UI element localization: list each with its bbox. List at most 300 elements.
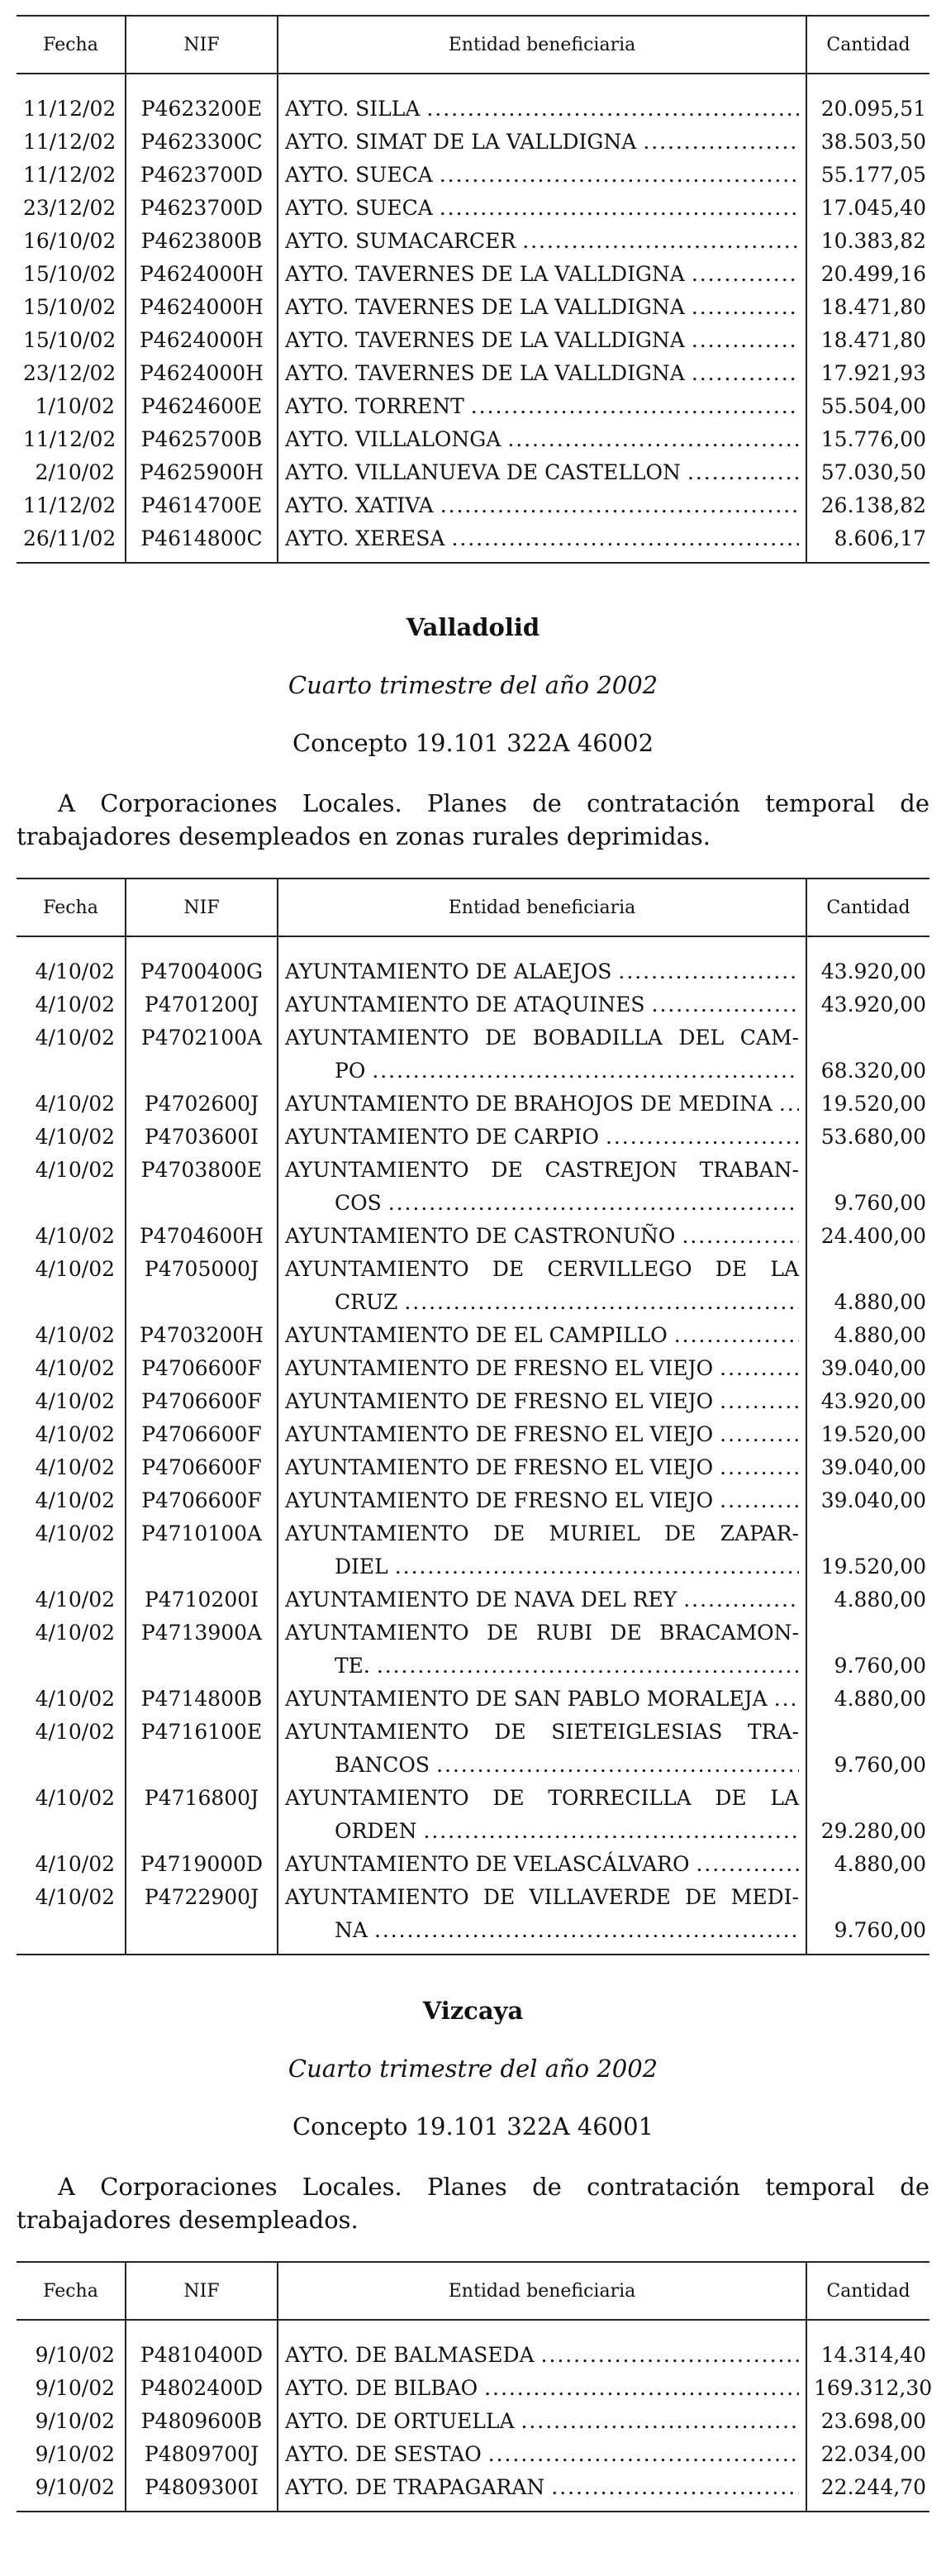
row-entidad [278,1617,806,1650]
table-row [17,1021,929,1055]
row-entidad [278,1088,806,1121]
row-cantidad: 17.921,93 [806,357,929,390]
row-nif: P4713900A [126,1617,278,1650]
row-fecha: 11/12/02 [23,493,116,517]
row-fecha: 4/10/02 [35,1356,115,1380]
entidad-name: AYTO. SIMAT DE LA VALLDIGNA [285,130,637,154]
leader-dots [372,1055,799,1088]
table-row [17,1088,929,1121]
row-fecha: 4/10/02 [35,1786,115,1810]
row-cantidad: 43.920,00 [806,1385,929,1418]
row-entidad [278,1154,806,1187]
entidad-wrap [285,324,799,357]
leader-dots [692,258,799,291]
entidad-name: AYUNTAMIENTO DE ATAQUINES [285,993,645,1017]
row-nif-empty [126,1286,278,1319]
table-row [17,1782,929,1815]
entidad-wrap [285,1121,799,1154]
row-fecha: 2/10/02 [35,460,115,484]
row-entidad [278,2372,806,2405]
row-cantidad: 53.680,00 [806,1121,929,1154]
row-entidad [278,1484,806,1517]
entidad-name-line1: AYUNTAMIENTO DE BOBADILLA DEL CAM- [285,1026,799,1050]
entidad-wrap [285,1848,799,1881]
leader-dots [674,1319,799,1352]
row-nif: P4700400G [126,955,278,988]
row-cantidad: 68.320,00 [806,1055,929,1088]
concept-heading-valladolid: Concepto 19.101 322A 46002 [292,729,654,757]
row-entidad [278,1319,806,1352]
row-fecha: 4/10/02 [35,1488,115,1512]
table-row [17,1583,929,1617]
entidad-wrap [285,988,799,1021]
header-fecha: Fecha [17,2262,126,2320]
row-entidad [278,1881,806,1914]
entidad-name-line1: AYUNTAMIENTO DE TORRECILLA DE LA [285,1786,799,1810]
row-nif: P4702100A [126,1021,278,1055]
entidad-wrap [285,1187,799,1220]
header-cantidad: Cantidad [806,16,929,74]
leader-dots [683,1583,799,1617]
row-cantidad: 23.698,00 [806,2405,929,2438]
spacer-cell [278,2320,806,2339]
row-cantidad: 43.920,00 [806,988,929,1021]
row-fecha-empty [17,1550,126,1583]
row-cantidad: 39.040,00 [806,1451,929,1484]
row-entidad [278,159,806,192]
row-cantidad: 4.880,00 [806,1583,929,1617]
entidad-name: AYTO. XERESA [285,526,445,550]
row-fecha: 11/12/02 [23,163,116,187]
table-row [17,2471,929,2512]
entidad-name: AYUNTAMIENTO DE FRESNO EL VIEJO [285,1356,714,1380]
row-cantidad: 8.606,17 [806,522,929,563]
header-entidad: Entidad beneficiaria [278,2262,806,2320]
table-row [17,2372,929,2405]
row-nif: P4704600H [126,1220,278,1253]
row-cantidad: 4.880,00 [806,1286,929,1319]
row-entidad [278,1583,806,1617]
entidad-wrap [285,1815,799,1848]
entidad-wrap [285,192,799,225]
row-entidad [278,390,806,423]
document-page [17,15,933,2512]
entidad-name: AYTO. TAVERNES DE LA VALLDIGNA [285,361,685,385]
entidad-wrap [285,1749,799,1782]
table-row [17,225,929,258]
row-cantidad: 9.760,00 [806,1650,929,1683]
spacer-cell [806,936,929,955]
row-cantidad-empty [806,1617,929,1650]
row-entidad [278,456,806,489]
row-cantidad: 19.520,00 [806,1088,929,1121]
valencia-table-body [17,74,929,563]
entidad-wrap [285,1650,799,1683]
entidad-name: AYTO. TORRENT [285,394,464,418]
table-row [17,1881,929,1914]
valencia-table [17,15,929,564]
entidad-wrap [285,1319,799,1352]
row-entidad [278,1220,806,1253]
table-row [17,1319,929,1352]
row-entidad [278,93,806,126]
leader-dots [720,1418,799,1451]
quarter-heading-vizcaya: Cuarto trimestre del año 2002 [288,2055,658,2083]
row-entidad [278,258,806,291]
row-cantidad: 18.471,80 [806,291,929,324]
row-nif: P4624600E [126,390,278,423]
row-fecha: 11/12/02 [23,427,116,451]
row-cantidad: 55.177,05 [806,159,929,192]
entidad-wrap [285,1286,799,1319]
header-nif: NIF [126,879,278,936]
row-cantidad: 10.383,82 [806,225,929,258]
row-cantidad: 20.499,16 [806,258,929,291]
table-row [17,1683,929,1716]
leader-dots [541,2339,799,2372]
entidad-wrap [285,423,799,456]
leader-dots [696,1848,799,1881]
header-nif: NIF [126,16,278,74]
leader-dots [692,291,799,324]
row-entidad [278,1782,806,1815]
row-nif: P4625700B [126,423,278,456]
row-entidad [278,955,806,988]
row-nif: P4706600F [126,1484,278,1517]
table-row [17,2438,929,2471]
entidad-wrap [285,1451,799,1484]
entidad-wrap [285,159,799,192]
entidad-wrap [285,1088,799,1121]
row-entidad-cont [278,1815,806,1848]
row-cantidad: 19.520,00 [806,1550,929,1583]
entidad-wrap [285,291,799,324]
entidad-name: AYTO. SILLA [285,97,421,121]
spacer-cell [278,936,806,955]
row-cantidad: 29.280,00 [806,1815,929,1848]
row-nif: P4623300C [126,126,278,159]
row-fecha: 23/12/02 [23,361,116,385]
leader-dots [720,1484,799,1517]
row-entidad [278,1848,806,1881]
leader-dots [436,1749,799,1782]
row-cantidad: 19.520,00 [806,1418,929,1451]
row-fecha: 15/10/02 [23,262,116,286]
entidad-wrap [285,2405,799,2438]
row-cantidad-empty [806,1154,929,1187]
entidad-name: AYUNTAMIENTO DE SAN PABLO MORALEJA [285,1687,768,1711]
leader-dots [720,1352,799,1385]
vizcaya-table-body [17,2320,933,2512]
entidad-wrap [285,2339,799,2372]
header-cantidad: Cantidad [806,879,929,936]
table-row [17,955,929,988]
leader-dots [687,456,799,489]
row-nif: P4703800E [126,1154,278,1187]
row-entidad [278,1352,806,1385]
table-row-continuation [17,1815,929,1848]
row-nif: P4809700J [126,2438,278,2471]
table-row [17,2405,929,2438]
row-fecha: 4/10/02 [35,959,115,983]
row-fecha: 9/10/02 [35,2442,115,2466]
row-entidad [278,192,806,225]
leader-dots [404,1286,799,1319]
row-nif: P4623800B [126,225,278,258]
row-entidad [278,988,806,1021]
row-nif: P4701200J [126,988,278,1021]
row-entidad [278,225,806,258]
row-fecha: 4/10/02 [35,1323,115,1347]
leader-dots [440,489,799,522]
leader-dots [720,1451,799,1484]
row-cantidad: 14.314,40 [806,2339,929,2372]
row-nif: P4702600J [126,1088,278,1121]
row-cantidad: 20.095,51 [806,93,929,126]
entidad-wrap [285,2471,799,2504]
row-nif: P4624000H [126,291,278,324]
valladolid-table [17,878,929,1955]
row-entidad [278,1021,806,1055]
row-cantidad: 15.776,00 [806,423,929,456]
table-row [17,489,929,522]
row-fecha: 4/10/02 [35,1026,115,1050]
row-fecha: 4/10/02 [35,1455,115,1479]
table-row [17,2339,929,2372]
header-cantidad: Cantidad [806,2262,929,2320]
row-entidad [278,126,806,159]
row-cantidad: 18.471,80 [806,324,929,357]
row-fecha: 4/10/02 [35,1588,115,1612]
table-row-continuation [17,1914,929,1955]
row-cantidad: 22.034,00 [806,2438,929,2471]
leader-dots [484,2372,799,2405]
row-fecha-empty [17,1286,126,1319]
entidad-wrap [285,1683,799,1716]
entidad-wrap [285,258,799,291]
entidad-name: AYUNTAMIENTO DE CASTRONUÑO [285,1224,676,1248]
entidad-name-line2: COS [335,1191,382,1215]
row-entidad [278,1683,806,1716]
row-cantidad: 24.400,00 [806,1220,929,1253]
entidad-name-line2: ORDEN [335,1819,417,1843]
table-row [17,192,929,225]
row-nif-empty [126,1815,278,1848]
table-row [17,357,929,390]
row-fecha-empty [17,1187,126,1220]
entidad-wrap [285,1352,799,1385]
table-row-continuation [17,1055,929,1088]
entidad-name: AYUNTAMIENTO DE EL CAMPILLO [285,1323,668,1347]
row-cantidad: 9.760,00 [806,1749,929,1782]
entidad-name: AYTO. TAVERNES DE LA VALLDIGNA [285,295,685,319]
table-row [17,159,929,192]
entidad-wrap [285,1550,799,1583]
row-fecha-empty [17,1914,126,1955]
row-fecha: 4/10/02 [35,1092,115,1116]
leader-dots [440,159,799,192]
leader-dots [471,390,799,423]
table-row [17,1716,929,1749]
row-nif-empty [126,1055,278,1088]
row-entidad-cont [278,1650,806,1683]
row-cantidad: 55.504,00 [806,390,929,423]
row-cantidad-empty [806,1782,929,1815]
row-fecha: 4/10/02 [35,1852,115,1876]
table-row [17,456,929,489]
header-entidad: Entidad beneficiaria [278,16,806,74]
row-nif: P4716100E [126,1716,278,1749]
row-cantidad-empty [806,1517,929,1550]
entidad-wrap [285,2372,799,2405]
row-nif-empty [126,1749,278,1782]
row-entidad [278,1121,806,1154]
row-fecha-empty [17,1650,126,1683]
entidad-name: AYUNTAMIENTO DE FRESNO EL VIEJO [285,1422,714,1446]
leader-dots [692,357,799,390]
header-entidad: Entidad beneficiaria [278,879,806,936]
row-fecha: 9/10/02 [35,2409,115,2433]
entidad-wrap [285,1583,799,1617]
entidad-wrap [285,1385,799,1418]
header-fecha: Fecha [17,16,126,74]
row-entidad [278,324,806,357]
entidad-name-line1: AYUNTAMIENTO DE VILLAVERDE DE MEDI- [285,1885,799,1909]
row-cantidad-empty [806,1881,929,1914]
row-fecha: 11/12/02 [23,130,116,154]
entidad-name: AYTO. DE BILBAO [285,2376,478,2400]
row-nif: P4706600F [126,1451,278,1484]
table-row [17,1484,929,1517]
row-fecha: 16/10/02 [23,229,116,253]
row-nif: P4710200I [126,1583,278,1617]
row-cantidad: 9.760,00 [806,1187,929,1220]
row-cantidad: 9.760,00 [806,1914,929,1955]
spacer-cell [126,936,278,955]
row-nif: P4706600F [126,1385,278,1418]
leader-dots [618,955,799,988]
leader-dots [643,126,799,159]
entidad-name: AYTO. DE SESTAO [285,2442,482,2466]
leader-dots [779,1088,799,1121]
leader-dots [395,1550,799,1583]
entidad-wrap [285,456,799,489]
row-nif-empty [126,1650,278,1683]
entidad-name: AYUNTAMIENTO DE CARPIO [285,1125,600,1149]
row-fecha: 9/10/02 [17,2471,126,2512]
leader-dots [606,1121,799,1154]
entidad-wrap [285,126,799,159]
leader-dots [377,1650,799,1683]
row-nif: P4809300I [126,2471,278,2512]
row-cantidad: 4.880,00 [806,1848,929,1881]
table-row [17,522,929,563]
spacer-cell [806,2320,929,2339]
leader-dots [488,2438,799,2471]
entidad-name-line2: NA [335,1918,368,1942]
row-entidad-cont [278,1055,806,1088]
entidad-wrap [285,1484,799,1517]
table-row [17,324,929,357]
row-nif: P4624000H [126,258,278,291]
spacer-cell [278,74,806,93]
table-row [17,1385,929,1418]
entidad-wrap [285,522,799,555]
entidad-wrap [285,1418,799,1451]
table-row [17,1517,929,1550]
entidad-name: AYTO. SUMACARCER [285,229,516,253]
row-nif: P4623200E [126,93,278,126]
table-spacer-row [17,2320,929,2339]
row-entidad [278,489,806,522]
row-nif: P4624000H [126,357,278,390]
row-cantidad-empty [806,1716,929,1749]
entidad-wrap [285,955,799,988]
row-fecha: 4/10/02 [35,1422,115,1446]
entidad-name: AYTO. TAVERNES DE LA VALLDIGNA [285,262,685,286]
entidad-wrap [285,225,799,258]
row-nif: P4810400D [126,2339,278,2372]
table-row [17,1220,929,1253]
row-entidad [278,357,806,390]
table-header [17,16,929,74]
valladolid-table-body [17,936,929,1955]
entidad-name: AYUNTAMIENTO DE NAVA DEL REY [285,1588,677,1612]
table-row [17,291,929,324]
entidad-wrap [285,390,799,423]
entidad-name: AYTO. DE BALMASEDA [285,2343,535,2367]
row-entidad [278,1253,806,1286]
row-cantidad: 17.045,40 [806,192,929,225]
row-nif: P4623700D [126,159,278,192]
leader-dots [388,1187,799,1220]
spacer-cell [126,2320,278,2339]
entidad-name: AYTO. SUECA [285,196,433,220]
row-fecha: 9/10/02 [35,2343,115,2367]
vizcaya-table [17,2261,933,2512]
row-nif: P4719000D [126,1848,278,1881]
table-row [17,423,929,456]
row-nif: P4703200H [126,1319,278,1352]
row-entidad [278,1385,806,1418]
leader-dots [551,2471,799,2504]
row-fecha: 4/10/02 [35,1224,115,1248]
row-nif-empty [126,1187,278,1220]
row-fecha: 4/10/02 [35,1257,115,1281]
entidad-name: AYTO. XATIVA [285,493,434,517]
leader-dots [652,988,799,1021]
entidad-name: AYUNTAMIENTO DE FRESNO EL VIEJO [285,1389,714,1413]
row-fecha-empty [17,1815,126,1848]
table-header [17,879,929,936]
table-row-continuation [17,1187,929,1220]
description-vizcaya: A Corporaciones Locales. Planes de contratación temporal de trabajadores desempleados. [17,2173,929,2234]
entidad-name: AYUNTAMIENTO DE ALAEJOS [285,959,612,983]
entidad-wrap [285,357,799,390]
table-row [17,1848,929,1881]
leader-dots [682,1220,799,1253]
spacer-cell [126,74,278,93]
row-entidad-cont [278,1187,806,1220]
leader-dots [426,93,799,126]
row-nif: P4809600B [126,2405,278,2438]
leader-dots [774,1683,799,1716]
row-entidad [278,1418,806,1451]
spacer-cell [17,2320,126,2339]
entidad-name-line2: PO [335,1059,366,1083]
row-fecha-empty [17,1749,126,1782]
row-entidad-cont [278,1914,806,1955]
